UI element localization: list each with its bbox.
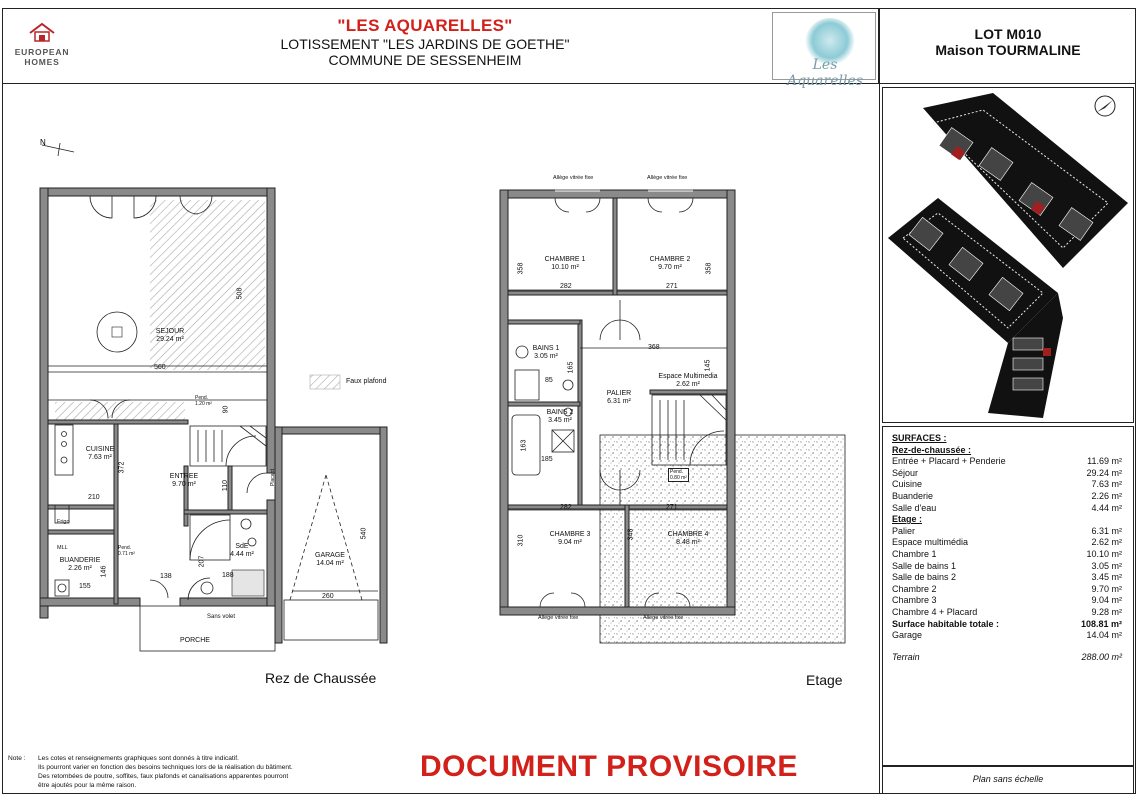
site-plan-parcels (888, 93, 1128, 418)
wall (40, 188, 48, 618)
surface-label: Salle d'eau (892, 502, 937, 513)
room-area: 2.26 m² (68, 565, 92, 573)
etage-title: Etage : (892, 514, 923, 525)
site-north-arrow-icon (1095, 96, 1115, 116)
wall (267, 500, 275, 606)
room-name: CUISINE (85, 446, 115, 453)
lot-info (880, 26, 1136, 58)
room-area: 6.31 m² (607, 398, 631, 406)
room-porche: PORCHE (180, 637, 210, 644)
pend-1-text: Pend. (195, 395, 209, 401)
faux-plafond-zone (150, 200, 265, 370)
surface-value: 29.24 m² (1086, 467, 1122, 478)
surface-label: Cuisine (892, 479, 923, 490)
surface-label: Chambre 1 (892, 548, 937, 559)
surface-row (892, 479, 1122, 491)
dim-271-top: 271 (666, 283, 678, 290)
wall (184, 510, 267, 514)
door-swing (90, 196, 112, 218)
dim-90: 90 (222, 405, 230, 414)
pend-label-1 (195, 395, 212, 407)
room-name: CHAMBRE 3 (549, 531, 591, 538)
dim-185: 185 (541, 456, 553, 463)
sans-volet-label: Sans volet (207, 614, 236, 620)
room-chambre1 (535, 256, 595, 272)
room-bains2 (540, 409, 580, 425)
wall (40, 598, 140, 606)
mll-label: MLL (57, 545, 68, 551)
pend-label-2 (118, 545, 135, 557)
room-area: 9.70 m² (172, 481, 196, 489)
dim-110: 110 (222, 479, 230, 492)
surface-row (892, 561, 1122, 573)
surface-terrain-label: Terrain (892, 651, 920, 662)
surface-total-value: 108.81 m² (1080, 618, 1122, 629)
note-line: être ajoutés pour la même raison. (38, 782, 137, 789)
lotissement-line: LOTISSEMENT "LES JARDINS DE GOETHE" (280, 36, 570, 52)
surface-value: 10.10 m² (1086, 548, 1122, 559)
surface-row (892, 468, 1122, 480)
surface-label: Chambre 4 + Placard (892, 606, 978, 617)
north-arrow-icon (40, 138, 74, 156)
room-area: 10.10 m² (551, 264, 579, 272)
room-area: 7.63 m² (88, 454, 112, 462)
room-name: BAINS 1 (532, 345, 560, 352)
surface-value: 9.04 m² (1091, 595, 1122, 606)
wall (275, 427, 282, 643)
room-name: BUANDERIE (59, 557, 101, 564)
room-sde (222, 543, 262, 559)
wall (625, 505, 629, 607)
rdc-caption: Rez de Chaussée (265, 670, 377, 686)
dim-138: 138 (160, 573, 172, 580)
surface-label: Buanderie (892, 490, 934, 501)
surface-row (892, 584, 1122, 596)
scale-note: Plan sans échelle (972, 774, 1044, 784)
pend-1-area: 1.20 m² (195, 401, 212, 407)
faux-plafond-label: Faux plafond (346, 378, 387, 385)
dim-188: 188 (222, 572, 234, 579)
room-chambre4 (658, 531, 718, 547)
surface-label: Espace multimédia (892, 537, 969, 548)
pend-etage-text: Pend. (670, 469, 684, 475)
note-line: Ils pourront varier en fonction des besoins techniques lors de la réalisation du bâtiment. (38, 764, 293, 771)
surface-total-label: Surface habitable totale : (892, 618, 1000, 629)
wall (48, 530, 114, 534)
room-name: CHAMBRE 1 (544, 256, 586, 263)
surface-label: Entrée + Placard + Penderie (892, 456, 1006, 467)
room-area: 9.70 m² (658, 264, 682, 272)
pend-2-text: Pend. (118, 545, 132, 551)
room-area: 8.48 m² (676, 539, 700, 547)
room-name: SEJOUR (155, 328, 185, 335)
surfaces-title: SURFACES : (892, 433, 947, 443)
room-palier (594, 390, 644, 406)
surface-terrain-value: 288.00 m² (1081, 651, 1122, 662)
surface-value: 7.63 m² (1091, 479, 1122, 490)
surface-value: 2.62 m² (1091, 537, 1122, 548)
room-chambre2 (640, 256, 700, 272)
room-entree (156, 473, 212, 489)
wall (275, 427, 387, 434)
pend-label-etage (668, 468, 689, 482)
room-area: 9.04 m² (558, 539, 582, 547)
note-label: Note : (8, 755, 26, 762)
surface-garage-row (892, 630, 1122, 642)
surface-row (892, 549, 1122, 561)
dim-310: 310 (517, 534, 525, 547)
room-name: ENTREE (169, 473, 199, 480)
dim-163: 163 (520, 439, 528, 452)
surface-label: Chambre 2 (892, 583, 937, 594)
wall (727, 190, 735, 615)
dim-358-right: 358 (705, 262, 713, 275)
surface-value: 9.70 m² (1091, 583, 1122, 594)
room-area: 14.04 m² (316, 560, 344, 568)
allege-label-4: Allège vitrée fixe (643, 615, 684, 621)
dim-207: 207 (198, 555, 206, 568)
note-line: Les cotes et renseignements graphiques sont donnés à titre indicatif. (38, 755, 239, 762)
room-multimedia (650, 373, 726, 389)
surface-value: 3.45 m² (1091, 572, 1122, 583)
wall (500, 190, 508, 615)
site-plan (883, 88, 1133, 422)
lot-number: LOT M010 (974, 26, 1042, 42)
wall (650, 390, 727, 394)
dim-155: 155 (79, 583, 91, 590)
dim-282-bottom: 282 (560, 504, 572, 511)
surface-garage-label: Garage (892, 630, 923, 641)
wall (48, 505, 118, 509)
room-garage (300, 552, 360, 568)
wall (500, 190, 735, 198)
room-name: GARAGE (315, 552, 345, 559)
staircase-rdc (190, 426, 266, 466)
surface-value: 9.28 m² (1091, 606, 1122, 617)
surface-row (892, 491, 1122, 503)
dim-85: 85 (545, 377, 553, 384)
surface-label: Séjour (892, 467, 919, 478)
wall (500, 607, 735, 615)
etage-caption: Etage (806, 672, 843, 688)
surface-row (892, 537, 1122, 549)
maison-name: Maison TOURMALINE (935, 42, 1081, 58)
pend-etage-area: 0.80 m² (670, 475, 687, 481)
surface-value: 3.05 m² (1091, 560, 1122, 571)
wall (48, 420, 188, 424)
dim-146: 146 (100, 565, 108, 578)
surface-row (892, 595, 1122, 607)
room-area: 4.44 m² (230, 551, 254, 559)
surface-row (892, 456, 1122, 468)
room-chambre3 (540, 531, 600, 547)
surface-value: 11.69 m² (1087, 456, 1122, 467)
room-name: SdE (235, 543, 249, 550)
dim-145: 145 (704, 359, 712, 372)
dim-282-top: 282 (560, 283, 572, 290)
wall (180, 598, 275, 606)
kitchen-counter (55, 425, 73, 475)
document-provisoire: DOCUMENT PROVISOIRE (420, 750, 798, 783)
surface-value: 6.31 m² (1091, 525, 1122, 536)
surface-row (892, 503, 1122, 515)
wall (40, 188, 275, 196)
room-name: Espace Multimedia (658, 373, 718, 380)
note-text (38, 754, 378, 790)
dim-560: 560 (154, 364, 166, 371)
dim-260: 260 (322, 593, 334, 600)
wall (380, 427, 387, 643)
surface-row (892, 572, 1122, 584)
dim-372: 372 (118, 461, 126, 474)
surface-value: 4.44 m² (1091, 502, 1122, 513)
surface-row (892, 526, 1122, 538)
room-name: PALIER (606, 390, 632, 397)
frigo-label: Frigo (57, 519, 70, 525)
dim-165: 165 (567, 361, 575, 374)
surface-terrain-row (892, 652, 1122, 664)
room-area: 2.62 m² (676, 381, 700, 389)
dim-540: 540 (360, 527, 368, 540)
wall (267, 188, 275, 473)
dim-358-left: 358 (517, 262, 525, 275)
dim-348: 348 (627, 528, 635, 541)
dim-271-bottom: 271 (666, 504, 678, 511)
ground-floor-plan (40, 188, 387, 651)
pend-2-area: 0.71 m² (118, 551, 135, 557)
surface-label: Salle de bains 1 (892, 560, 957, 571)
commune-line: COMMUNE DE SESSENHEIM (328, 52, 522, 68)
room-name: BAINS 2 (546, 409, 574, 416)
project-title: "LES AQUARELLES" (337, 16, 513, 35)
room-name: CHAMBRE 4 (667, 531, 709, 538)
allege-label-1: Allège vitrée fixe (553, 175, 594, 181)
surface-label: Salle de bains 2 (892, 572, 957, 583)
allege-label-2: Allège vitrée fixe (647, 175, 688, 181)
brand-line-2: HOMES (24, 57, 60, 67)
room-area: 3.45 m² (548, 417, 572, 425)
aquarelles-logo-text: Les Aquarelles (787, 57, 863, 89)
room-bains1 (524, 345, 568, 361)
room-name: CHAMBRE 2 (649, 256, 691, 263)
room-sejour (130, 328, 210, 344)
wall (508, 320, 580, 324)
room-area: 3.05 m² (534, 353, 558, 361)
room-cuisine (72, 446, 128, 462)
surface-label: Palier (892, 525, 916, 536)
surface-total-row (892, 619, 1122, 631)
dim-210: 210 (88, 494, 100, 501)
wall (508, 505, 727, 509)
wall (508, 402, 580, 406)
surfaces-table (892, 433, 1122, 663)
room-area: 29.24 m² (156, 336, 184, 344)
faux-plafond-zone-2 (55, 402, 185, 420)
placard-label: Placard (270, 469, 276, 486)
svg-text:N: N (40, 138, 46, 147)
note-line: Des retombées de poutre, soffites, faux plafonds et canalisations apparentes pourront (38, 773, 289, 780)
dim-368: 368 (648, 344, 660, 351)
dim-508: 508 (236, 287, 244, 300)
surface-label: Chambre 3 (892, 595, 937, 606)
allege-label-3: Allège vitrée fixe (538, 615, 579, 621)
surface-garage-value: 14.04 m² (1086, 630, 1122, 641)
surface-value: 2.26 m² (1091, 490, 1122, 501)
brand-line-1: EUROPEAN (14, 47, 70, 57)
rdc-title: Rez-de-chaussée : (892, 444, 972, 455)
surface-row (892, 607, 1122, 619)
wall (613, 198, 617, 295)
faux-plafond-legend-swatch (310, 375, 340, 389)
